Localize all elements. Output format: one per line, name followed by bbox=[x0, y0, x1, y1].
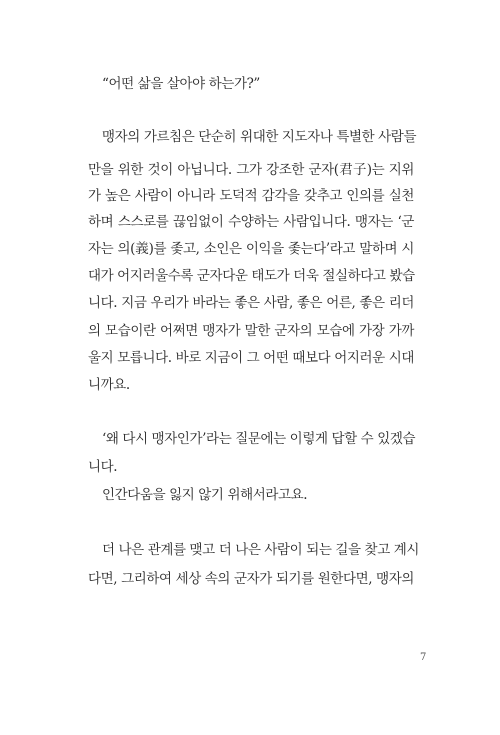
page-number: 7 bbox=[420, 652, 427, 663]
paragraph-line: 가 높은 사람이 아니라 도덕적 감각을 갖추고 인의를 실천 bbox=[88, 188, 414, 204]
paragraph-line: 울지 모릅니다. 바로 지금이 그 어떤 때보다 어지러운 시대 bbox=[88, 350, 414, 366]
paragraph-line: 맹자의 가르침은 단순히 위대한 지도자나 특별한 사람들 bbox=[102, 129, 417, 145]
paragraph-line: ‘왜 다시 맹자인가’라는 질문에는 이렇게 답할 수 있겠습 bbox=[102, 431, 416, 447]
paragraph-line: 니다. bbox=[88, 459, 118, 475]
paragraph-line: 인간다움을 잃지 않기 위해서라고요. bbox=[102, 487, 308, 503]
paragraph-line: 하며 스스로를 끊임없이 수양하는 사람입니다. 맹자는 ‘군 bbox=[88, 214, 414, 230]
paragraph-line: 니다. 지금 우리가 바라는 좋은 사람, 좋은 어른, 좋은 리더 bbox=[88, 295, 414, 311]
paragraph-line: 더 나은 관계를 맺고 더 나은 사람이 되는 길을 찾고 계시 bbox=[102, 542, 420, 558]
paragraph-line: 만을 위한 것이 아닙니다. 그가 강조한 군자(君子)는 지위 bbox=[88, 162, 414, 178]
paragraph-line: 의 모습이란 어쩌면 맹자가 말한 군자의 모습에 가장 가까 bbox=[88, 323, 414, 339]
paragraph-line: 대가 어지러울수록 군자다운 태도가 더욱 절실하다고 봤습 bbox=[88, 268, 415, 284]
heading-question: “어떤 삶을 살아야 하는가?” bbox=[102, 76, 260, 92]
paragraph-line: 니까요. bbox=[88, 377, 130, 393]
paragraph-line: 자는 의(義)를 좇고, 소인은 이익을 좇는다’라고 말하며 시 bbox=[88, 241, 414, 257]
paragraph-line: 다면, 그리하여 세상 속의 군자가 되기를 원한다면, 맹자의 bbox=[88, 571, 414, 587]
